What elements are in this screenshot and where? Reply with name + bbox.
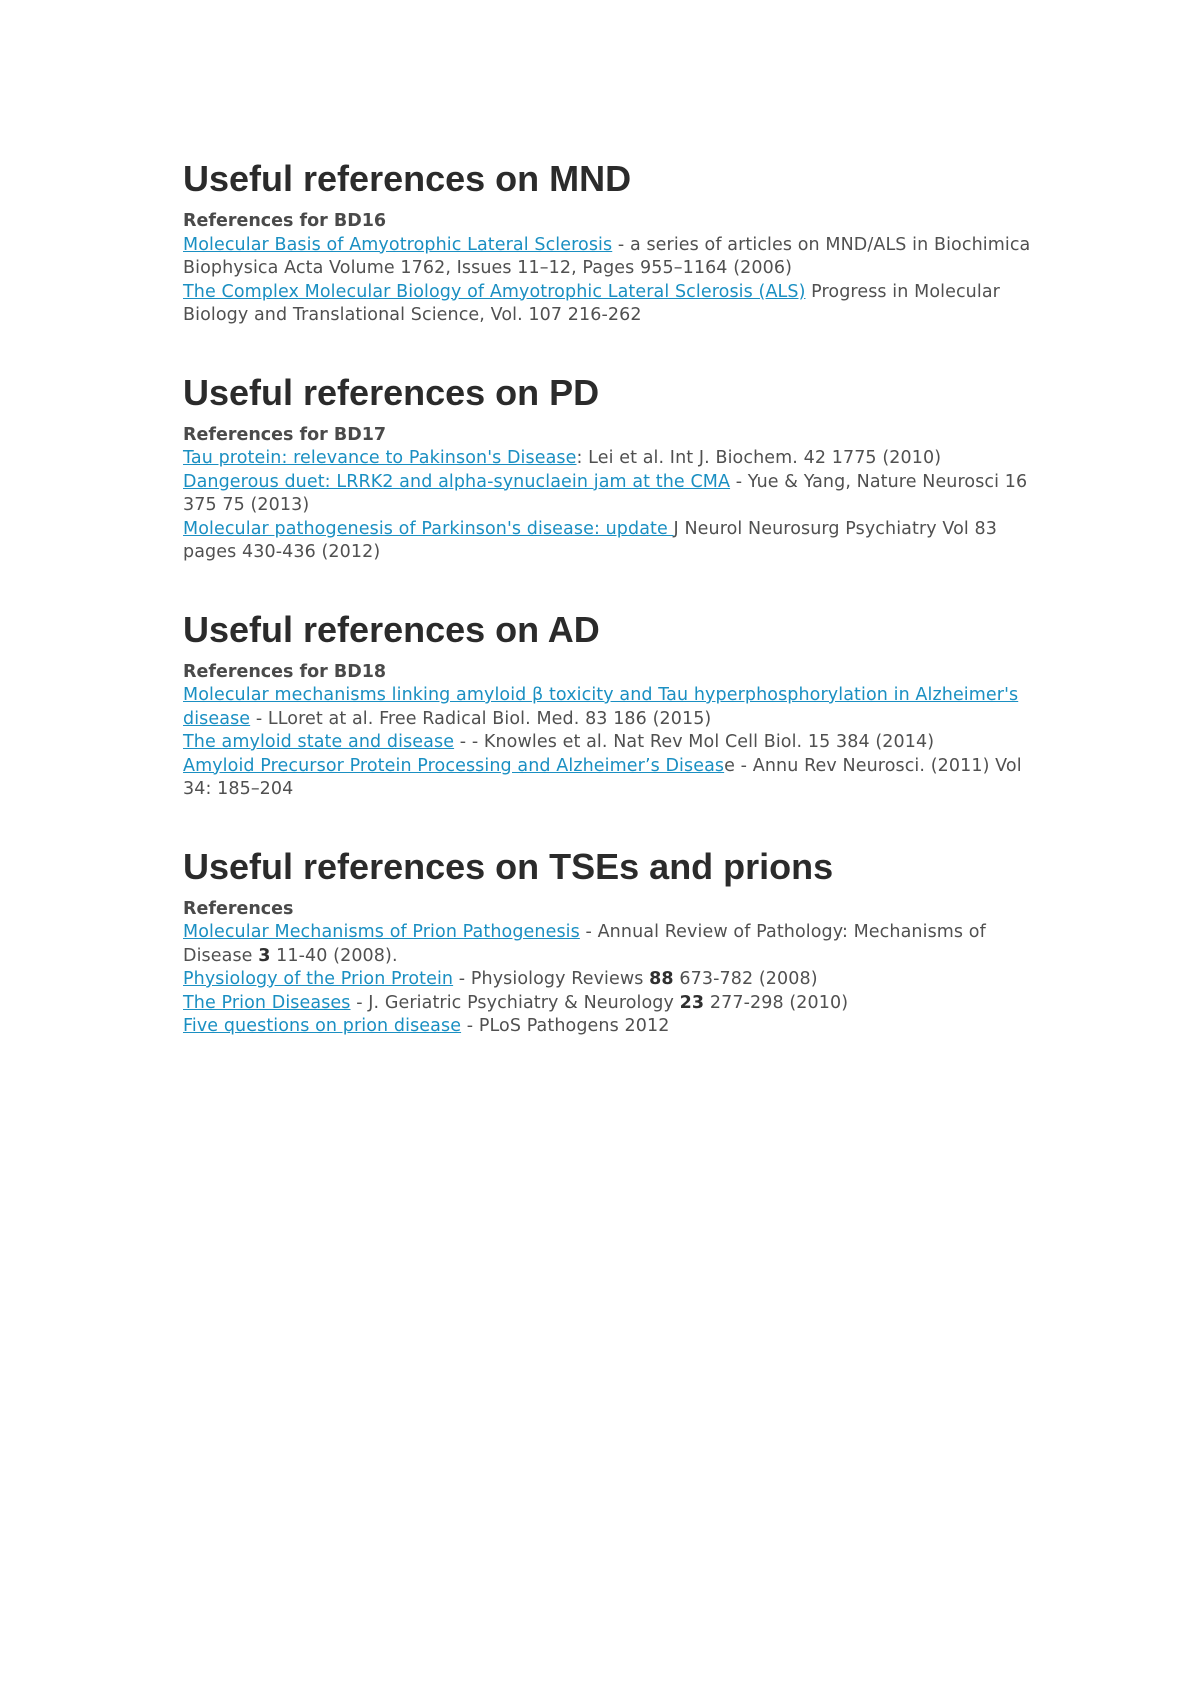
section-subtitle: References for BD17 xyxy=(183,424,387,445)
reference-link[interactable]: Amyloid Precursor Protein Processing and Alzheimer’s Diseas xyxy=(183,755,725,776)
reference-link[interactable]: Physiology of the Prion Protein xyxy=(183,969,454,989)
reference-item xyxy=(183,281,1033,328)
section-heading: Useful references on TSEs and prions xyxy=(183,845,834,887)
section-heading: Useful references on AD xyxy=(183,608,600,650)
reference-text: - Annual Review of Pathology: Mechanisms of Disease xyxy=(183,922,986,966)
reference-link[interactable]: Dangerous duet: LRRK2 and alpha-synuclaein jam at the CMA xyxy=(183,471,731,492)
section-tse-prions xyxy=(183,838,1033,1039)
reference-text: e - Annu Rev Neurosci. (2011) Vol 34: 185–204 xyxy=(183,755,1022,799)
reference-text: - Physiology Reviews xyxy=(453,969,650,989)
section-subtitle: References for BD18 xyxy=(183,661,387,682)
reference-volume: 23 xyxy=(679,992,705,1013)
section-pd xyxy=(183,364,1033,565)
reference-text: 277-298 (2010) xyxy=(704,992,849,1013)
section-heading: Useful references on MND xyxy=(183,158,632,199)
reference-link[interactable]: Molecular mechanisms linking amyloid β toxicity and Tau hyperphosphorylation in Alzheimer's disease xyxy=(183,685,1019,729)
section-subtitle: References xyxy=(183,898,294,919)
reference-link[interactable]: The Complex Molecular Biology of Amyotrophic Lateral Sclerosis (ALS) xyxy=(183,281,806,302)
reference-item xyxy=(183,731,1033,755)
reference-volume: 3 xyxy=(258,945,271,966)
reference-text: 11-40 (2008). xyxy=(270,945,398,966)
reference-text: J Neurol Neurosurg Psychiatry Vol 83 pages 430-436 (2012) xyxy=(183,518,997,562)
reference-text: - a series of articles on MND/ALS in Biochimica Biophysica Acta Volume 1762, Issues 11–12, Pages 955–1164 (2006) xyxy=(183,234,1031,278)
section-mnd xyxy=(183,150,1033,328)
reference-text: : Lei et al. Int J. Biochem. 42 1775 (2010) xyxy=(576,448,942,468)
reference-item xyxy=(183,234,1033,281)
reference-link[interactable]: Tau protein: relevance to Pakinson's Disease xyxy=(183,448,577,468)
reference-text: - Yue & Yang, Nature Neurosci 16 375 75 (2013) xyxy=(183,471,1028,515)
reference-item xyxy=(183,518,1033,565)
reference-volume: 88 xyxy=(649,969,674,989)
reference-text: - PLoS Pathogens 2012 xyxy=(461,1016,670,1036)
reference-link[interactable]: Molecular Mechanisms of Prion Pathogenesis xyxy=(183,922,580,942)
reference-item xyxy=(183,471,1033,518)
reference-link[interactable]: Molecular pathogenesis of Parkinson's disease: update xyxy=(183,518,674,539)
reference-link[interactable]: The amyloid state and disease xyxy=(183,732,455,752)
reference-link[interactable]: Molecular Basis of Amyotrophic Lateral Sclerosis xyxy=(183,234,613,255)
section-heading: Useful references on PD xyxy=(183,371,600,413)
reference-item xyxy=(183,921,1033,968)
reference-text: - - Knowles et al. Nat Rev Mol Cell Biol. 15 384 (2014) xyxy=(454,732,935,752)
reference-text: Progress in Molecular Biology and Translational Science, Vol. 107 216-262 xyxy=(183,281,1000,325)
document-page xyxy=(183,150,1033,1039)
section-ad xyxy=(183,601,1033,802)
reference-item xyxy=(183,968,1033,992)
reference-item xyxy=(183,992,1033,1016)
reference-link[interactable]: The Prion Diseases xyxy=(183,992,351,1013)
section-subtitle: References for BD16 xyxy=(183,211,387,231)
reference-item xyxy=(183,447,1033,471)
reference-item xyxy=(183,1015,1033,1039)
reference-item xyxy=(183,755,1033,802)
reference-item xyxy=(183,684,1033,731)
reference-text: - LLoret at al. Free Radical Biol. Med. 83 186 (2015) xyxy=(250,708,712,729)
reference-link[interactable]: Five questions on prion disease xyxy=(183,1016,462,1036)
reference-text: - J. Geriatric Psychiatry & Neurology xyxy=(350,992,680,1013)
reference-text: 673-782 (2008) xyxy=(673,969,818,989)
